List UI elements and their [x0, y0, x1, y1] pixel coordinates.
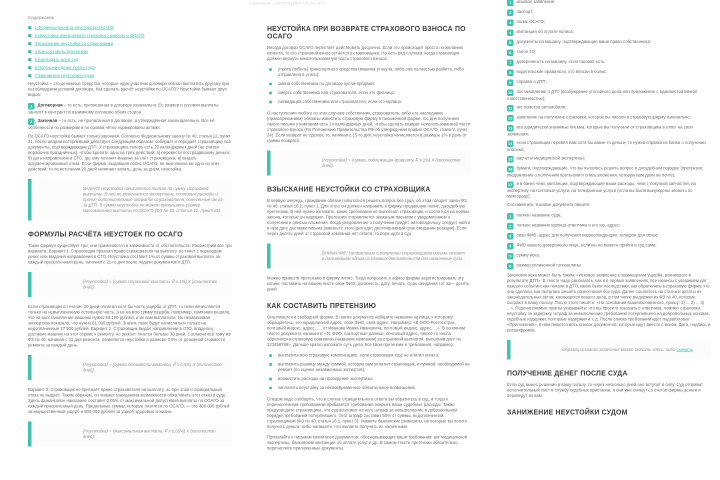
column-left: [28, 0, 232, 454]
list-item-text: сумму иска;: [516, 252, 540, 258]
list-number-badge: 8: [507, 70, 514, 77]
para-money: Если суд вынес решение в вашу пользу, то через несколько дней оно вступит в силу. Суд отправит исполнительный лист в службу судебных приставов, а они уже спишут со счетов фирмы деньги и переведут их вам.: [507, 382, 703, 398]
list-number-badge: 16: [508, 167, 513, 172]
list-number-badge: 11: [508, 106, 513, 111]
list-number-badge: 1: [507, 0, 514, 6]
list-item-text: полис ОСАГО;: [516, 19, 545, 24]
table-of-contents: [28, 25, 232, 78]
refund-cases-list: [267, 67, 471, 105]
list-number-badge: 3: [507, 20, 514, 27]
toc-item[interactable]: [28, 33, 232, 38]
section-heading-money: ПОЛУЧЕНИЕ ДЕНЕГ ПОСЛЕ СУДА: [507, 369, 628, 377]
numbered-list-item: [507, 233, 711, 240]
list-number-badge: 2: [507, 223, 514, 230]
list-item-text: паспорт;: [516, 9, 534, 14]
para-refund-terms: О наступлении любого из этих случаев собственник, страхователь, либо его наследники (правопреемники) обязаны известить страховую фирму в письменной форме. Со дня получения такого письма у компании есть 14 календарных дней, чтобы сделать возврат неиспользованной части страхового взноса (По Положению Правительства РФ об утверждении правил ОСАГО, глава V, пункт 34). Если возврат не сделан, то, начиная с 15-го дня, неустойка начисляется в размере 1% в день от суммы возврата.: [267, 110, 471, 143]
column-middle: [267, 0, 471, 456]
intro-paragraph: Неустойка – это денежные средства, которые один участник договора обязан выплатить другому при несоблюдении условий договора. Как сделать расчёт неустойки по ОСАГО? Неустойки бывают двух видов:: [28, 81, 229, 97]
list-item-text: полное название суда;: [516, 212, 562, 218]
blockquote-attention: [267, 244, 471, 269]
quote-accent-bar: [267, 151, 271, 176]
numbered-list-item: [507, 223, 711, 230]
numbered-list-item: [507, 181, 711, 199]
toc-item[interactable]: [28, 73, 232, 78]
blockquote-important: [28, 179, 232, 221]
section-heading-reduction: ЗАНИЖЕНИЕ НЕУСТОЙКИ СУДОМ: [507, 408, 628, 416]
toc-bullet-icon: [28, 42, 32, 46]
numbered-list-item: [507, 115, 711, 122]
bullet-item: заплатить неустойку за несвоевременное обязательное возмещение.: [267, 385, 471, 391]
blockquote-sample: [507, 340, 711, 360]
list-number-badge: 5: [507, 253, 514, 260]
list-item-text: заявление на получение страховки, которое вы писали в страховую фирму изначально;: [516, 114, 691, 120]
quote-accent-bar: [507, 340, 511, 360]
numbered-list-item: [507, 243, 711, 250]
documents-list: [507, 0, 711, 199]
list-number-badge: 9: [507, 80, 514, 87]
numbered-list-item: [507, 69, 711, 76]
quote-accent-bar: [28, 355, 32, 380]
term-text: – то есть, прописанная в договоре изначально. Ее размер и условия выплаты заносят в контракт по взаимному согласию обеих сторон.: [28, 102, 219, 115]
list-item-text: если страховщик перевёл вам хотя бы какие-то деньги, то нужна справка из банка о получении платежа;: [507, 140, 706, 152]
list-item-text: квитанция об оплате полиса;: [516, 29, 574, 34]
bullet-item: смена собственника по договору купли-продажи;: [267, 81, 471, 87]
numbered-list-item: [507, 39, 711, 46]
numbered-list-item: [507, 253, 711, 260]
list-item-text: все юридически значимые письма, которые вы получали от страховщика в ответ на свои заявления;: [507, 124, 693, 137]
toc-link[interactable]: 4 Как составить претензию: [34, 49, 88, 54]
section-heading-formulas: ФОРМУЛЫ РАСЧЁТА НЕУСТОЕК ПО ОСАГО: [28, 230, 183, 238]
numbered-list-item: [507, 125, 711, 138]
list-item-text: постановление о ДТП (возбуждение уголовного дела или приложение с административной ответственностью);: [507, 89, 697, 101]
bullet-item: возместить расходы на проведение экспертизы;: [267, 376, 471, 382]
list-item-text: талон ТО;: [516, 49, 537, 54]
quote-accent-bar: [28, 272, 32, 297]
list-number-badge: 6: [507, 50, 514, 57]
bullet-item: утрата (гибель) транспортного средства (машина утонула, либо она полностью разбита, либо отправлена в утиль);: [267, 67, 471, 78]
list-number-badge: 4: [507, 30, 514, 37]
toc-bullet-icon: [28, 58, 32, 62]
list-item-text: акт осмотра автомобиля;: [516, 104, 567, 110]
section-heading-claim: ВЗЫСКАНИЕ НЕУСТОЙКИ СО СТРАХОВЩИКА: [267, 185, 431, 193]
toc-link[interactable]: 1 Формулы расчёта неустоек по ОСАГО: [34, 25, 114, 30]
list-number-badge: 4: [507, 243, 514, 250]
para-refund-intro: Иногда договор ОСАГО перестаёт действовать досрочно. Если это происходит просто по желанию клиента, то его страховой взнос остаётся у страховщика. Но есть ряд случаев, когда страховщик должен вернуть неиспользованную часть страхового взноса:: [267, 45, 464, 61]
term-text: – то есть, не прописанная в договоре, а утверждённая законодательно. Все её особенности по размерам и по срокам чётко нормированы актами.: [28, 118, 215, 130]
numbered-list-item: [507, 59, 711, 66]
toc-item[interactable]: [28, 41, 232, 46]
toc-link[interactable]: 7 Занижение неустойки судом: [34, 73, 94, 78]
numbered-list-item: [507, 166, 711, 179]
toc-bullet-icon: [28, 66, 32, 70]
breadcrumb: ГЛАВНАЯ / НЕУСТОЙКА ПО ОСАГО: [250, 1, 327, 6]
numbered-list-item: [507, 156, 711, 163]
quote-text: ВНИМАНИЕ! Уведомление о получении страховщиком письма станет в дальнейшем одним из главных доказательств для назначения суда.: [322, 250, 465, 261]
toc-link[interactable]: 3 Взыскание неустойки со страховщика: [34, 41, 113, 46]
blockquote-formula1: [28, 272, 232, 297]
list-number-badge: 2: [507, 10, 514, 17]
para-attachments: Прилагайте к письмам копии всех документов, обосновывающих ваши требования: акт медицинской экспертизы, банковские квитанции об оплате услуг и др. В самом тексте претензии обязательно перечислите приложенные документы.: [267, 434, 468, 451]
para-court-warning: Следом надо сообщить, что в случае отрицательного ответа вы обратитесь в суд, и тогда к перечисленным требованиям прибавятся требования покрыть ваши судебные расходы. Также предупредите страховщика, что суд возложит на него штраф за невыполнение в добровольном порядке требований потерпевшего. Этот штраф составит 50% от суммы, недоплаченной страховщиком (ФЗ № 40, статья 16.1, пункт 3). Укажите банковские реквизиты, на которые вы хотите получить деньги, либо напишите, что желаете получить их наличными.: [267, 396, 468, 429]
toc-bullet-icon: [28, 50, 32, 54]
penalty-type-item: [28, 103, 232, 116]
quote-accent-bar: [267, 244, 271, 269]
para-header-intro: Составив иск, в шапке документа пишите:: [507, 202, 591, 207]
para-variant2: Если страховщик в течение 20 дней оплатил хотя бы часть ущерба от ДТП, то пени начисляются только на невыплаченную остальную часть, а не на всю сумму ущерба. Например, компания решила, что на восстановление машины нужно 53 100 рублей, и их вам выплатили. Но независимая экспертиза показала, что нужно 81 000 рублей. Значит, пени будут начисляться только на недоплаченные 27 900 рублей. Вариант 2. Страховщик выдал направление в СТО, владелец доставил машину на этот сервис к ремонту, но ремонт тянется больше 30 дней. Согласно всё тому же ФЗ № 40, начиная с 31 дня ремонта, появляется неустойка в размере 0,5% от денежной стоимости ремонта за каждый день.: [28, 304, 232, 348]
para-inperson: Можно привезти претензию в фирму лично. Тогда попросите в офисе фирмы зарегистрировать эту копию: поставить на вашем листе свои ФИО, должность, дату, печать. Срок ожидания тот же – десять дней.: [267, 275, 470, 292]
quote-text: (Неустойка) = (сумма стоимости ремонта, ₽ х 0,5%) Х (количество дней).: [83, 362, 222, 373]
blockquote-formula3: [28, 422, 232, 447]
list-number-badge: 5: [507, 40, 514, 47]
quote-accent-bar: [28, 179, 32, 221]
list-number-badge: 13: [508, 126, 513, 131]
toc-item[interactable]: [28, 25, 232, 30]
toc-link[interactable]: 6 Получение денег после суда: [34, 65, 95, 70]
toc-item[interactable]: [28, 49, 232, 54]
list-number-badge: 10: [508, 90, 513, 95]
bullet-item: смерть собственника или страхователя, если это физлицо;: [267, 90, 471, 96]
list-number-badge: 15: [508, 157, 513, 162]
numbered-list-item: [507, 0, 711, 6]
list-number-badge: 14: [508, 141, 513, 146]
demands-list: [267, 353, 471, 391]
list-number-badge: 2: [28, 119, 35, 126]
quote-text: (Неустойка) = (сумма страховой выплаты, ₽ х 1%) Х (количество дней).: [83, 279, 218, 290]
quote-accent-bar: [28, 422, 32, 447]
numbered-list-item: [507, 105, 711, 112]
quote-text: ВАЖНО! Неустойка начисляется только на сумму страховой выплаты. В неё не включаются экспертные, почтовые расходы и прочие дополнительные затраты страхователя, понесённые им из-за ДТП. В сумме неустойка не может превышать размер максимальной выплаты по ОСАГО (ФЗ № 40, статья 12, пункт 21).: [83, 186, 224, 213]
para-formulas-intro: Таких формул существует три, они применяются в зависимости от обстоятельств. Рассмотрим все три варианта. Вариант 1. Страховщик признал право страхователя на выплату, но тянет с переводом денег или выдачей направления в СТО. Неустойка составит 1% от суммы страховой выплаты за каждый просроченный день, начиная с 21-го дня после подачи документов о ДТП.: [28, 243, 232, 265]
toc-item[interactable]: [28, 57, 232, 62]
para-claim-text: Заголовок иска может быть таким: «Исковое заявление о возмещении ущерба, возникшего в результате ДТП». В тексте надо рассказать, как и в первых заявлениях, все нюансы с указанием дат каждого события: как попали в ДТП, какие были последствия, как обратились в страховую фирму, что она сделала, как пытались решить разногласия без суда. Далее сошлитесь на статьи и цитаты из законодательных актов, касающихся вашего дела, в том числе выдержки из ФЗ № 40, которые сыграют в вашу пользу. После этого пишете: «На основании вышеизложенного, прошу: 1) ... 2) ... 3) ...». Перечисляемые пункты указывайте: что вы просите взыскать с ответчика, помимо страховки, неустойку за задержку, штраф за невыполнение требований потерпевшего на добровольных основах, судебные издержки, почтовые издержки и т. д. После списка требований идёт подзаголовок «Приложения», в нём пишется весь список документов, которые идут вместе с иском. Дата, подпись и расшифровка.: [507, 272, 711, 333]
list-item-text: размер уплаченной госпошлины.: [516, 262, 582, 268]
toc-link[interactable]: 2 Неустойка при возврате страхового взноса по ОСАГО: [34, 33, 145, 38]
blockquote-formula2: [28, 355, 232, 380]
toc-bullet-icon: [28, 74, 32, 78]
toc-heading: Содержание: [28, 15, 55, 20]
download-link[interactable]: скачать: [676, 347, 694, 352]
toc-bullet-icon: [28, 34, 32, 38]
numbered-list-item: [507, 140, 711, 153]
list-number-badge: 1: [28, 103, 35, 110]
section-heading-refund: НЕУСТОЙКА ПРИ ВОЗВРАТЕ СТРАХОВОГО ВЗНОСА ПО ОСАГО: [267, 25, 466, 40]
bullet-item: выплатить разницу между суммой, которую вам уплатил страховщик, и суммой, необходимой на ремонт (по оценке независимых экспертов);: [267, 362, 471, 373]
para-claim: В первую очередь, гражданин обязан попытаться решить вопрос без суда, об этом говорит закон ФЗ № 40, статья 16.1, пункт 1. Для этого он должен направить в фирму, продавшую полис, досудебную претензию. В ней нужно изложить, какие требования не выполнил страховщик, и сослаться на нормы закона, которые он нарушил. Претензия отправляется заказным письмом с уведомлением о получении и описью вложения. Когда уведомление о получении придёт, автовладельцу следует найти в нём дату доставки письма (именно с этого дня идёт десятидневный срок ожидания реакции). Если через десять дней от страховой компании нет ответа, то пора идти в суд.: [267, 198, 471, 236]
column-right: [507, 0, 711, 421]
list-item-text: свои ФИО, адрес для получения корреспонденции, телефон для связи;: [516, 232, 659, 238]
list-item-text: и в банке чеки, квитанции, подтверждающие ваши расходы: чеки с покупкой запчастей, на экспертизу, на почтовые услуги, на телефонные услуги (если вы были вынуждены звонить по межгороду).: [507, 181, 696, 199]
quote-text: (Неустойка) = (максимальная выплата, ₽ х 0,05%) Х (количество дней).: [83, 428, 216, 439]
list-number-badge: 12: [508, 116, 513, 121]
penalty-type-item: [28, 118, 232, 131]
header-fields-list: [507, 213, 711, 270]
numbered-list-item: [507, 9, 711, 16]
list-item-text: полное название юрлица-ответчика и его юр. адрес;: [516, 222, 621, 228]
sample-text: Образец искового заявления можно скачать здесь, либо: [562, 347, 676, 352]
blockquote-refund-formula: [267, 151, 471, 176]
numbered-list-item: [507, 19, 711, 26]
para-pretension: Она пишется в свободной форме. В шапке документа наберите название юрлица, к которому обращаетесь, его юридический адрес, свои ФИО, свой адрес. Например: «В ООО Росгосстрах, почтовый индекс, адрес, ..., от Иванова Ивана Ивановича, почтовый индекс, адрес, ...». В основном тексте документа напишите: «Я, ФИО, паспортные данные, почтовый адрес, такого-то числа обратился в страховую компанию (название компании) за страховой выплатой, выполнив долг № 123456789». Дальше кратко изложите суть дела, все свои претензии и требования, например:: [267, 314, 466, 347]
term-label: Договорная: [37, 102, 63, 108]
list-item-text: бумаги, подтверждающие, что вы пытались решить вопрос в досудебном порядке (претензия, уведомление о получении претензии и опись вложения, которую вам дали на почте);: [507, 165, 704, 178]
list-item-text: доверенность на машину, если таковая есть;: [516, 59, 606, 64]
term-label: Законная: [37, 118, 58, 123]
list-number-badge: 1: [507, 213, 514, 220]
para-variant3: Вариант 3. Страховщик не признаёт право страхователя на выплату, но при этом и официальный отказ не выдаёт. Таким образом, он лишает гражданина возможности обжаловать этот отказ в суде. Здесь финансовое наказание составит 0,05% от максимальной допустимой выплаты по ОСАГО за каждый просроченный день. Предельные суммы, которые платятся по ОСАГО, — это 400 000 рублей за имущественный ущерб и 500 000 рублей за ущерб здоровью и жизни.: [28, 387, 230, 414]
toc-item[interactable]: [28, 65, 232, 70]
list-number-badge: 6: [507, 263, 514, 270]
list-item-text: справка о ДТП;: [516, 79, 547, 84]
toc-link[interactable]: 5 Как подать иск в суд: [34, 57, 79, 62]
list-number-badge: 7: [507, 60, 514, 67]
list-number-badge: 3: [507, 233, 514, 240]
numbered-list-item: [507, 79, 711, 86]
toc-bullet-icon: [28, 26, 32, 30]
numbered-list-item: [507, 29, 711, 36]
list-number-badge: 17: [508, 182, 513, 187]
numbered-list-item: [507, 89, 711, 102]
numbered-list-item: [507, 49, 711, 56]
numbered-list-item: [507, 263, 711, 270]
list-item-text: водительские права всех, кто вписан в полис;: [516, 69, 607, 74]
bullet-item: ликвидация собственника или страхователя, если это юрлицо.: [267, 99, 471, 105]
bullet-item: выплатить всю страховую компенсацию, если страховщик ещё не платил ничего;: [267, 353, 471, 359]
list-item-text: расчёты медицинской экспертизы;: [516, 155, 585, 161]
list-item-text: исковое заявление;: [516, 0, 556, 4]
quote-text: (Неустойка) = (сумма, подлежащая возврату, ₽ х 1%) Х (количество дней).: [322, 157, 461, 168]
numbered-list-item: [507, 213, 711, 220]
para-law: По ОСАГО неустойка бывает только законная. Согласно Федеральному закону № 40, статья 12, пункт 21, после аварии потерпевший действует следующим образом: собирает и передаёт страховщику все документы, подтверждающие ДТП. У страховщика теперь есть 20 календарных дней (не считая нерабочих праздничных), чтобы сделать одно из трёх действий: а) перевести пострадавшему деньги; б) дать направление в СТО, где ему починят машину за счёт страховщика; в) выдать аргументированный отказ. Если фирма, выдавшая полис ОСАГО, не выполнила ни одно из этих действий, то по истечении 20 дней начинает капать, день за днём, неустойка.: [28, 133, 232, 172]
list-item-text: ФИО вашего доверенного лица, если вы не можете прийти в суд сами;: [516, 242, 657, 248]
list-item-text: документы на машину, подтверждающие ваше право собственника;: [516, 39, 652, 44]
quote-text: [562, 347, 706, 353]
section-heading-pretension: КАК СОСТАВИТЬ ПРЕТЕНЗИЮ: [267, 302, 377, 310]
